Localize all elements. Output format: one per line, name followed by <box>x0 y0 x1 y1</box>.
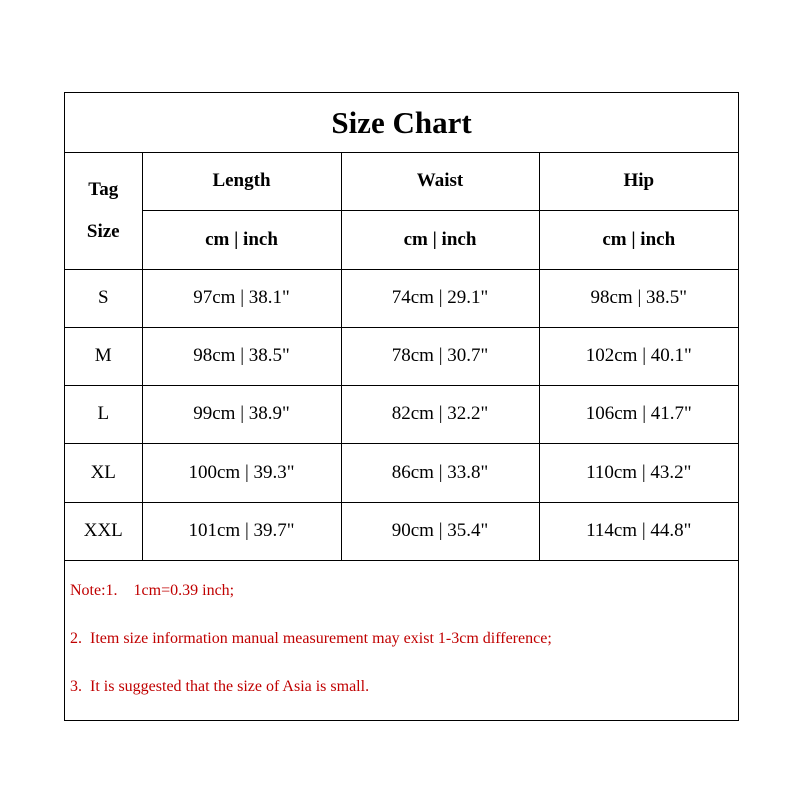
chart-title: Size Chart <box>65 93 738 153</box>
note-3: 3. It is suggested that the size of Asia is small. <box>70 677 370 695</box>
unit-length: cm | inch <box>142 210 341 269</box>
tag-size-header <box>65 153 142 269</box>
waist-cell: 74cm | 29.1" <box>341 269 539 327</box>
size-cell: XL <box>65 443 142 502</box>
unit-waist: cm | inch <box>341 210 539 269</box>
hip-cell: 110cm | 43.2" <box>539 443 738 502</box>
size-table <box>65 153 738 561</box>
table-row <box>65 269 738 327</box>
column-header-waist: Waist <box>341 153 539 210</box>
column-header-length: Length <box>142 153 341 210</box>
table-row <box>65 502 738 560</box>
waist-cell: 90cm | 35.4" <box>341 502 539 560</box>
waist-cell: 86cm | 33.8" <box>341 443 539 502</box>
size-label: Size <box>86 220 120 242</box>
note-2: 2. Item size information manual measurement may exist 1-3cm difference; <box>70 629 552 647</box>
tag-label: Tag <box>88 178 119 200</box>
waist-cell: 78cm | 30.7" <box>341 327 539 385</box>
table-row <box>65 443 738 502</box>
hip-cell: 106cm | 41.7" <box>539 385 738 443</box>
size-chart <box>64 92 739 721</box>
length-cell: 98cm | 38.5" <box>142 327 341 385</box>
hip-cell: 98cm | 38.5" <box>539 269 738 327</box>
length-cell: 101cm | 39.7" <box>142 502 341 560</box>
waist-cell: 82cm | 32.2" <box>341 385 539 443</box>
size-cell: L <box>65 385 142 443</box>
length-cell: 100cm | 39.3" <box>142 443 341 502</box>
note-1: Note:1. 1cm=0.39 inch; <box>70 581 235 599</box>
size-cell: XXL <box>65 502 142 560</box>
table-row <box>65 385 738 443</box>
column-header-hip: Hip <box>539 153 738 210</box>
header-row <box>65 153 738 210</box>
size-cell: M <box>65 327 142 385</box>
unit-hip: cm | inch <box>539 210 738 269</box>
length-cell: 97cm | 38.1" <box>142 269 341 327</box>
hip-cell: 114cm | 44.8" <box>539 502 738 560</box>
hip-cell: 102cm | 40.1" <box>539 327 738 385</box>
unit-row <box>65 210 738 269</box>
table-row <box>65 327 738 385</box>
notes-section <box>65 561 738 711</box>
length-cell: 99cm | 38.9" <box>142 385 341 443</box>
size-cell: S <box>65 269 142 327</box>
